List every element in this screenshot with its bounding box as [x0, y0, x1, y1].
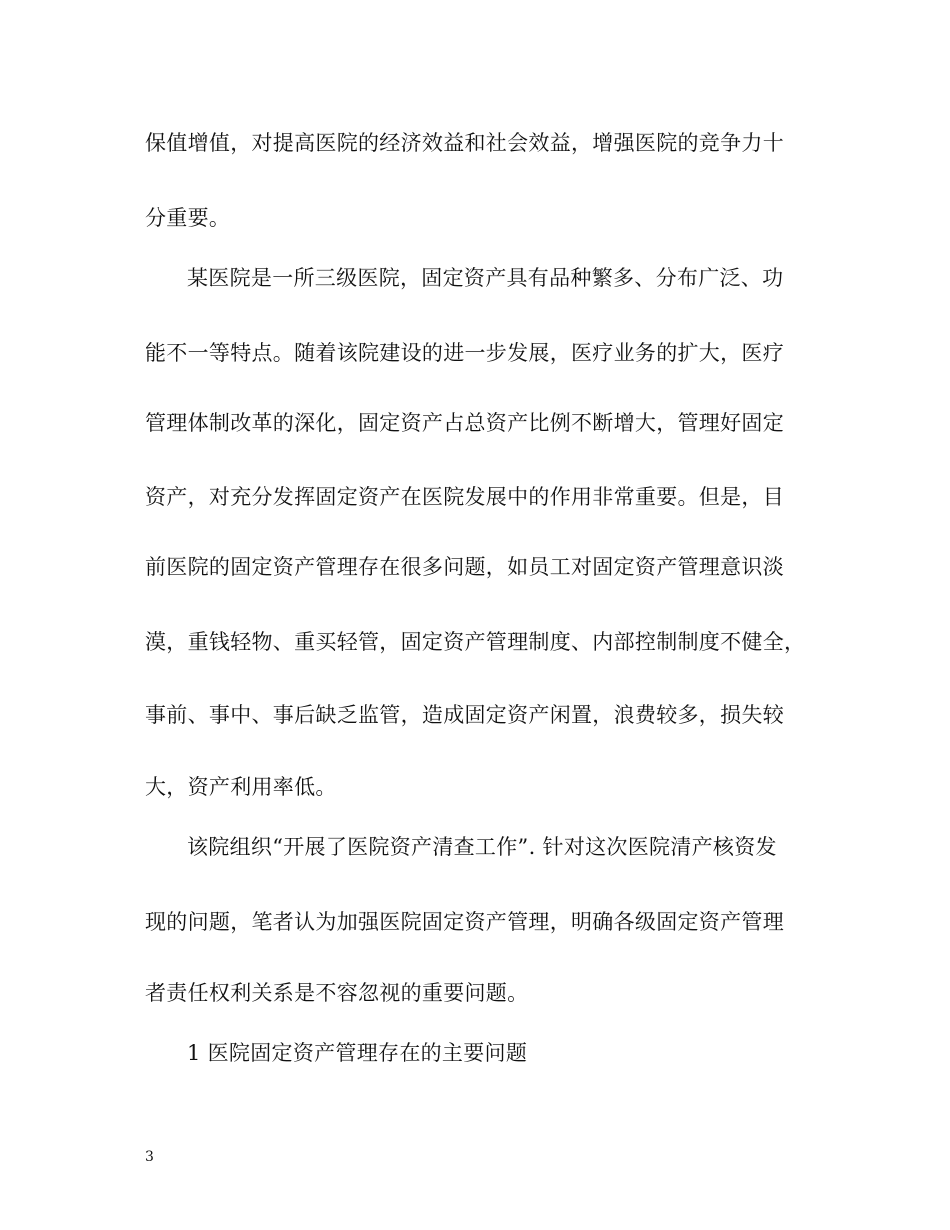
- text-line: 资产，对充分发挥固定资产在医院发展中的作用非常重要。但是，目: [145, 485, 784, 509]
- text-line: 大，资产利用率低。: [145, 775, 337, 799]
- text-line: 漠，重钱轻物、重买轻管，固定资产管理制度、内部控制制度不健全，: [145, 630, 806, 654]
- text-line: 分重要。: [145, 206, 231, 230]
- text-line: 者责任权利关系是不容忽视的重要问题。: [145, 981, 529, 1005]
- text-line: 前医院的固定资产管理存在很多问题，如员工对固定资产管理意识淡: [145, 555, 784, 579]
- section-heading: 1 医院固定资产管理存在的主要问题: [187, 1041, 528, 1065]
- text-line: 能不一等特点。随着该院建设的进一步发展，医疗业务的扩大，医疗: [145, 341, 784, 365]
- paragraph-start-line: 某医院是一所三级医院，固定资产具有品种繁多、分布广泛、功: [187, 266, 784, 290]
- text-line: 现的问题，笔者认为加强医院固定资产管理，明确各级固定资产管理: [145, 910, 784, 934]
- text-line: 事前、事中、事后缺乏监管，造成固定资产闲置，浪费较多，损失较: [145, 703, 784, 727]
- text-line: 保值增值，对提高医院的经济效益和社会效益，增强医院的竞争力十: [145, 131, 784, 155]
- page-number: 3: [145, 1149, 154, 1165]
- text-line: 管理体制改革的深化，固定资产占总资产比例不断增大，管理好固定: [145, 411, 784, 435]
- paragraph-start-line: 该院组织“开展了医院资产清查工作”. 针对这次医院清产核资发: [187, 835, 777, 859]
